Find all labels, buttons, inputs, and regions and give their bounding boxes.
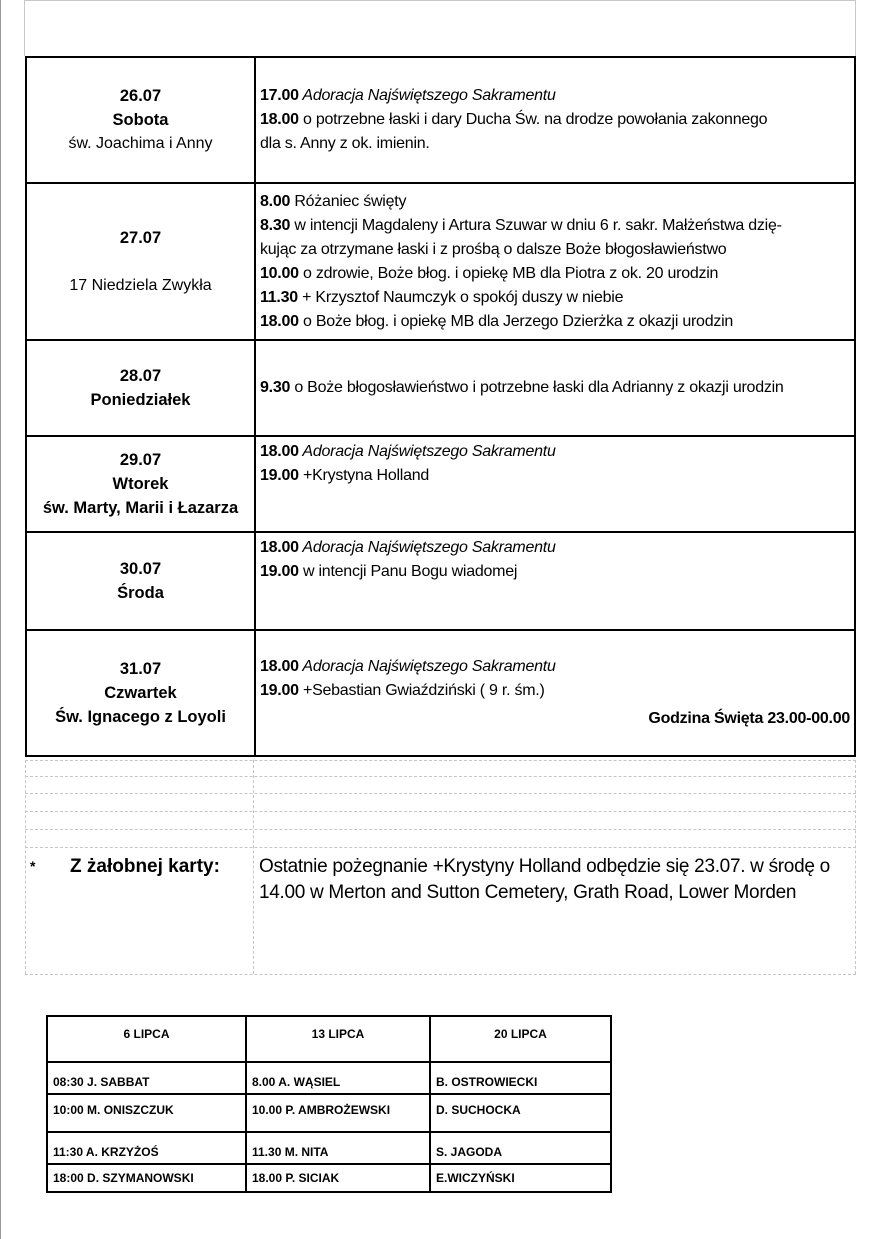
empty-row-divider xyxy=(25,811,856,812)
readers-row xyxy=(47,1164,611,1192)
mass-intention: +Krystyna Holland xyxy=(298,467,430,484)
page-left-edge xyxy=(0,0,1,1239)
schedule-row xyxy=(26,630,855,756)
day-spacer xyxy=(27,250,254,274)
mass-time: 8.00 xyxy=(260,192,291,210)
mass-time: 18.00 xyxy=(260,658,299,675)
mass-intention: Adoracja Najświętszego Sakramentu xyxy=(298,539,556,556)
readers-cell: B. OSTROWIECKI xyxy=(430,1062,611,1094)
mass-intention: + Krzysztof Naumczyk o spokój duszy w niebie xyxy=(297,288,624,306)
mass-intention: o zdrowie, Boże błog. i opiekę MB dla Piotra z ok. 20 urodzin xyxy=(298,264,719,282)
mass-line xyxy=(260,132,850,156)
mass-intention: o Boże błogosławieństwo i potrzebne łaski dla Adrianny z okazji urodzin xyxy=(290,379,784,396)
day-name: Czwartek xyxy=(104,684,177,702)
mass-intention: Adoracja Najświętszego Sakramentu xyxy=(298,443,556,460)
mass-line xyxy=(260,262,850,286)
day-date: 27.07 xyxy=(119,228,162,247)
mass-line xyxy=(260,560,850,584)
mass-line xyxy=(260,655,850,679)
day-cell xyxy=(26,436,255,532)
mass-time: 18.00 xyxy=(260,443,299,460)
mass-intention: w intencji Panu Bogu wiadomej xyxy=(298,563,518,580)
mass-line xyxy=(260,310,850,334)
readers-table xyxy=(46,1015,612,1193)
mass-line xyxy=(260,108,850,132)
day-saint: św. Marty, Marii i Łazarza xyxy=(42,499,239,517)
mass-schedule-table xyxy=(25,56,856,757)
readers-row xyxy=(47,1062,611,1094)
readers-cell: E.WICZYŃSKI xyxy=(430,1164,611,1192)
readers-cell: 8.00 A. WĄSIEL xyxy=(246,1062,430,1094)
readers-header: 6 LIPCA xyxy=(47,1016,246,1062)
schedule-row xyxy=(26,436,855,532)
mass-time: 19.00 xyxy=(260,682,299,699)
mass-time: 8.30 xyxy=(260,216,291,234)
mass-intention: kując za otrzymane łaski i z prośbą o dalsze Boże błogosławieństwo xyxy=(260,240,727,258)
mass-line xyxy=(260,464,850,488)
readers-cell: 11.30 M. NITA xyxy=(246,1132,430,1164)
day-date: 31.07 xyxy=(119,660,162,678)
day-saint: 17 Niedziela Zwykła xyxy=(69,276,212,294)
empty-row-divider xyxy=(25,829,856,830)
mass-time: 18.00 xyxy=(260,539,299,556)
mass-line xyxy=(260,190,850,214)
mass-line xyxy=(260,214,850,238)
empty-row-divider xyxy=(25,974,856,975)
mass-time: 18.00 xyxy=(260,111,299,128)
mass-time: 9.30 xyxy=(260,379,291,396)
mass-intentions-cell xyxy=(255,532,855,630)
mass-line xyxy=(260,84,850,108)
notice-text: Ostatnie pożegnanie +Krystyny Holland odbędzie się 23.07. w środę o 14.00 w Merton and Sutton Cemetery, Grath Road, Lower Morden xyxy=(259,856,830,903)
readers-cell: 10:00 M. ONISZCZUK xyxy=(47,1094,246,1132)
mass-intentions-cell xyxy=(255,57,855,183)
mass-intention: Różaniec święty xyxy=(290,192,407,210)
mass-time: 19.00 xyxy=(260,563,299,580)
readers-header-row xyxy=(47,1016,611,1062)
mass-time: 17.00 xyxy=(260,87,299,104)
mass-intention: +Sebastian Gwiaździński ( 9 r. śm.) xyxy=(298,682,545,699)
mass-intention: Adoracja Najświętszego Sakramentu xyxy=(298,87,556,104)
readers-cell: D. SUCHOCKA xyxy=(430,1094,611,1132)
page-frame-right xyxy=(855,0,856,56)
day-cell xyxy=(26,532,255,630)
mass-intentions-cell xyxy=(255,630,855,756)
readers-cell: 10.00 P. AMBROŻEWSKI xyxy=(246,1094,430,1132)
mass-time: 18.00 xyxy=(260,312,299,330)
day-cell xyxy=(26,340,255,436)
empty-column-divider xyxy=(855,760,856,974)
day-name: Środa xyxy=(117,584,164,602)
holy-hour-note: Godzina Święta 23.00-00.00 xyxy=(648,710,850,727)
day-date: 29.07 xyxy=(119,451,162,469)
schedule-row xyxy=(26,532,855,630)
mass-line xyxy=(260,238,850,262)
empty-row-divider xyxy=(25,793,856,794)
day-cell xyxy=(26,183,255,340)
readers-cell: 08:30 J. SABBAT xyxy=(47,1062,246,1094)
empty-column-divider xyxy=(25,760,26,974)
readers-row xyxy=(47,1094,611,1132)
mass-time: 19.00 xyxy=(260,467,299,484)
readers-cell: 18.00 P. SICIAK xyxy=(246,1164,430,1192)
mass-intention: o Boże błog. i opiekę MB dla Jerzego Dzierżka z okazji urodzin xyxy=(298,312,734,330)
mass-intentions-cell xyxy=(255,436,855,532)
readers-cell: 11:30 A. KRZYŻOŚ xyxy=(47,1132,246,1164)
day-date: 30.07 xyxy=(119,560,162,578)
day-cell xyxy=(26,630,255,756)
day-name: Sobota xyxy=(112,111,169,129)
day-date: 28.07 xyxy=(119,367,162,385)
readers-cell: 18:00 D. SZYMANOWSKI xyxy=(47,1164,246,1192)
schedule-row xyxy=(26,57,855,183)
mass-line xyxy=(260,536,850,560)
mass-line xyxy=(260,376,850,400)
day-saint: św. Joachima i Anny xyxy=(68,135,213,152)
schedule-row xyxy=(26,340,855,436)
notice-bullet: * xyxy=(30,858,36,874)
day-saint: Św. Ignacego z Loyoli xyxy=(55,708,226,726)
empty-row-divider xyxy=(25,760,856,761)
day-date: 26.07 xyxy=(119,87,162,105)
readers-header: 13 LIPCA xyxy=(246,1016,430,1062)
readers-cell: S. JAGODA xyxy=(430,1132,611,1164)
mass-time: 10.00 xyxy=(260,264,299,282)
mass-line xyxy=(260,679,850,703)
mass-intentions-cell xyxy=(255,183,855,340)
readers-row xyxy=(47,1132,611,1164)
page-frame-top xyxy=(24,0,856,1)
mass-line xyxy=(260,286,850,310)
schedule-row xyxy=(26,183,855,340)
mass-line xyxy=(260,440,850,464)
day-cell xyxy=(26,57,255,183)
notice-title: Z żałobnej karty: xyxy=(70,856,220,877)
readers-header: 20 LIPCA xyxy=(430,1016,611,1062)
mass-intentions-cell xyxy=(255,340,855,436)
mass-intention: o potrzebne łaski i dary Ducha Św. na drodze powołania zakonnego xyxy=(298,111,768,128)
mass-intention: Adoracja Najświętszego Sakramentu xyxy=(298,658,556,675)
page-frame-left xyxy=(24,0,25,56)
empty-row-divider xyxy=(25,847,856,848)
mass-time: 11.30 xyxy=(260,288,298,306)
day-name: Poniedziałek xyxy=(90,391,191,409)
empty-row-divider xyxy=(25,776,856,777)
mass-intention: dla s. Anny z ok. imienin. xyxy=(260,135,430,152)
day-name: Wtorek xyxy=(112,475,169,493)
mass-intention: w intencji Magdaleny i Artura Szuwar w dniu 6 r. sakr. Małżeństwa dzię- xyxy=(290,216,782,234)
empty-column-divider xyxy=(253,760,254,974)
